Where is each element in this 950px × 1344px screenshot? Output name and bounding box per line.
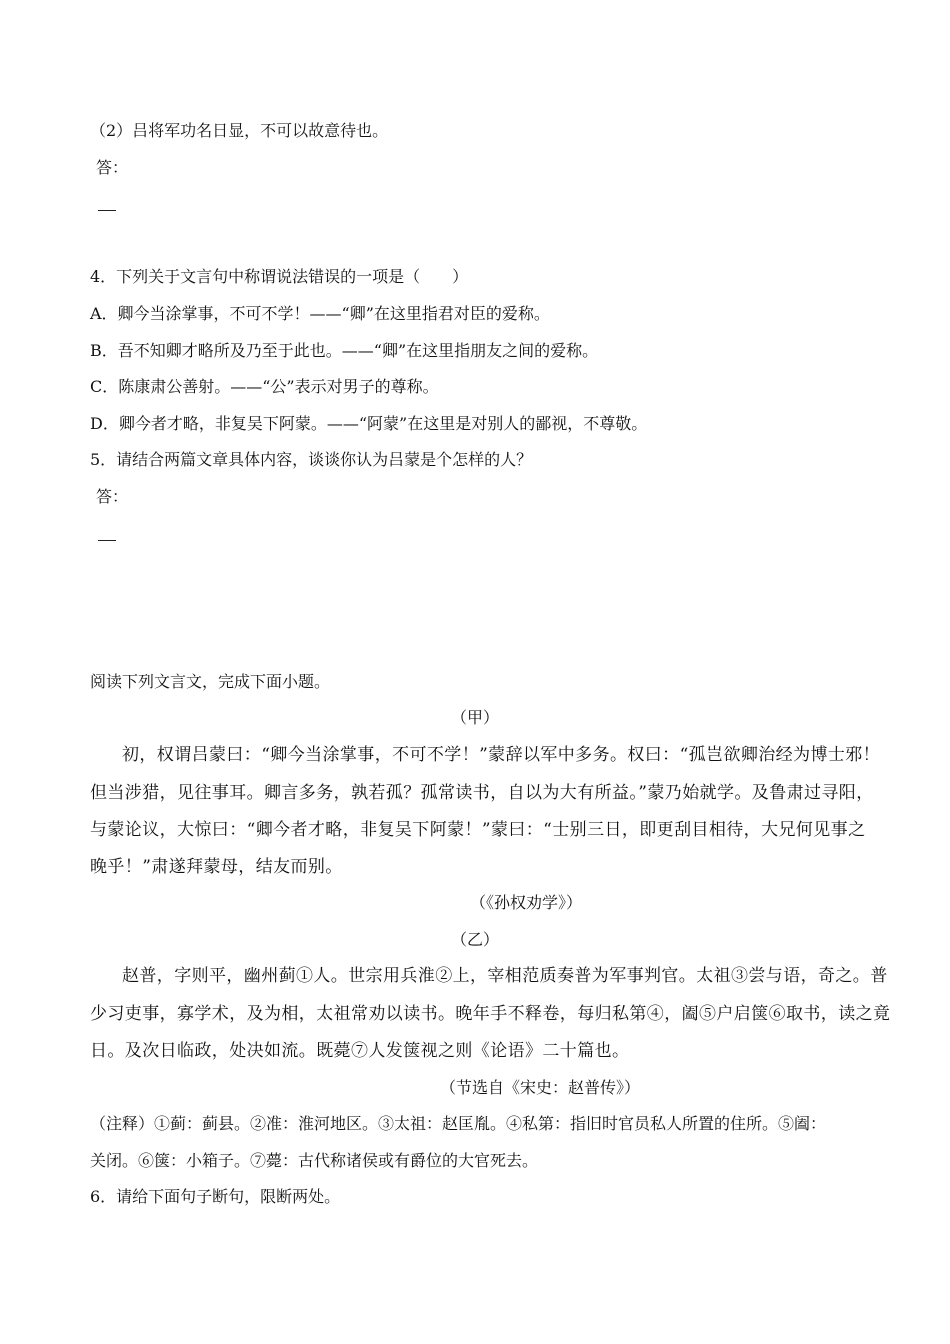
answer-line-q3 [98, 210, 116, 211]
question-4-option-c: C．陈康肃公善射。——“公”表示对男子的尊称。 [90, 377, 439, 396]
notes-line: （注释）①蓟：蓟县。②准：淮河地区。③太祖：赵匡胤。④私第：指旧时官员私人所置的住所。⑤阖： [90, 1114, 827, 1133]
passage-b-heading: （乙） [450, 930, 499, 949]
question-6: 6．请给下面句子断句，限断两处。 [90, 1187, 341, 1206]
passage-b-line: 赵普，字则平，幽州蓟①人。世宗用兵淮②上，宰相范质奏普为军事判官。太祖③尝与语，奇之。普 [122, 966, 888, 986]
answer-label-q5: 答： [96, 487, 129, 506]
question-4-stem: 4．下列关于文言句中称谓说法错误的一项是（ ） [90, 267, 469, 286]
passage-a-line: 但当涉猎，见往事耳。卿言多务，孰若孤？孤常读书，自以为大有所益。”蒙乃始就学。及鲁肃过寻阳， [90, 783, 874, 803]
answer-line-q5 [98, 540, 116, 541]
passage-a-line: 初，权谓吕蒙曰：“卿今当涂掌事，不可不学！”蒙辞以军中多务。权曰：“孤岂欲卿治经为博士邪！ [122, 745, 881, 765]
passage-a-line: 晚乎！”肃遂拜蒙母，结友而别。 [90, 857, 343, 877]
reading-intro: 阅读下列文言文，完成下面小题。 [90, 672, 331, 691]
question-3-item-2: （2）吕将军功名日显，不可以故意待也。 [90, 121, 389, 140]
notes-line: 关闭。⑥箧：小箱子。⑦薨：古代称诸侯或有爵位的大官死去。 [90, 1151, 539, 1170]
answer-label-q3: 答： [96, 158, 129, 177]
question-4-option-d: D．卿今者才略，非复吴下阿蒙。——“阿蒙”在这里是对别人的鄙视，不尊敬。 [90, 414, 648, 433]
passage-b-line: 日。及次日临政，处决如流。既薨⑦人发箧视之则《论语》二十篇也。 [90, 1041, 630, 1061]
question-5: 5．请结合两篇文章具体内容，谈谈你认为吕蒙是个怎样的人？ [90, 450, 533, 469]
question-4-option-a: A．卿今当涂掌事，不可不学！——“卿”在这里指君对臣的爱称。 [90, 304, 550, 323]
passage-b-line: 少习吏事，寡学术，及为相，太祖常劝以读书。晚年手不释卷，每归私第④，阖⑤户启箧⑥取书，读之竟 [90, 1004, 891, 1024]
passage-b-source: （节选自《宋史：赵普传》） [440, 1078, 641, 1097]
passage-a-line: 与蒙论议，大惊曰：“卿今者才略，非复吴下阿蒙！”蒙曰：“士别三日，即更刮目相待，大兄何见事之 [90, 820, 866, 840]
passage-a-heading: （甲） [450, 708, 499, 727]
question-4-option-b: B．吾不知卿才略所及乃至于此也。——“卿”在这里指朋友之间的爱称。 [90, 341, 599, 360]
passage-a-source: （《孙权劝学》） [470, 893, 583, 912]
